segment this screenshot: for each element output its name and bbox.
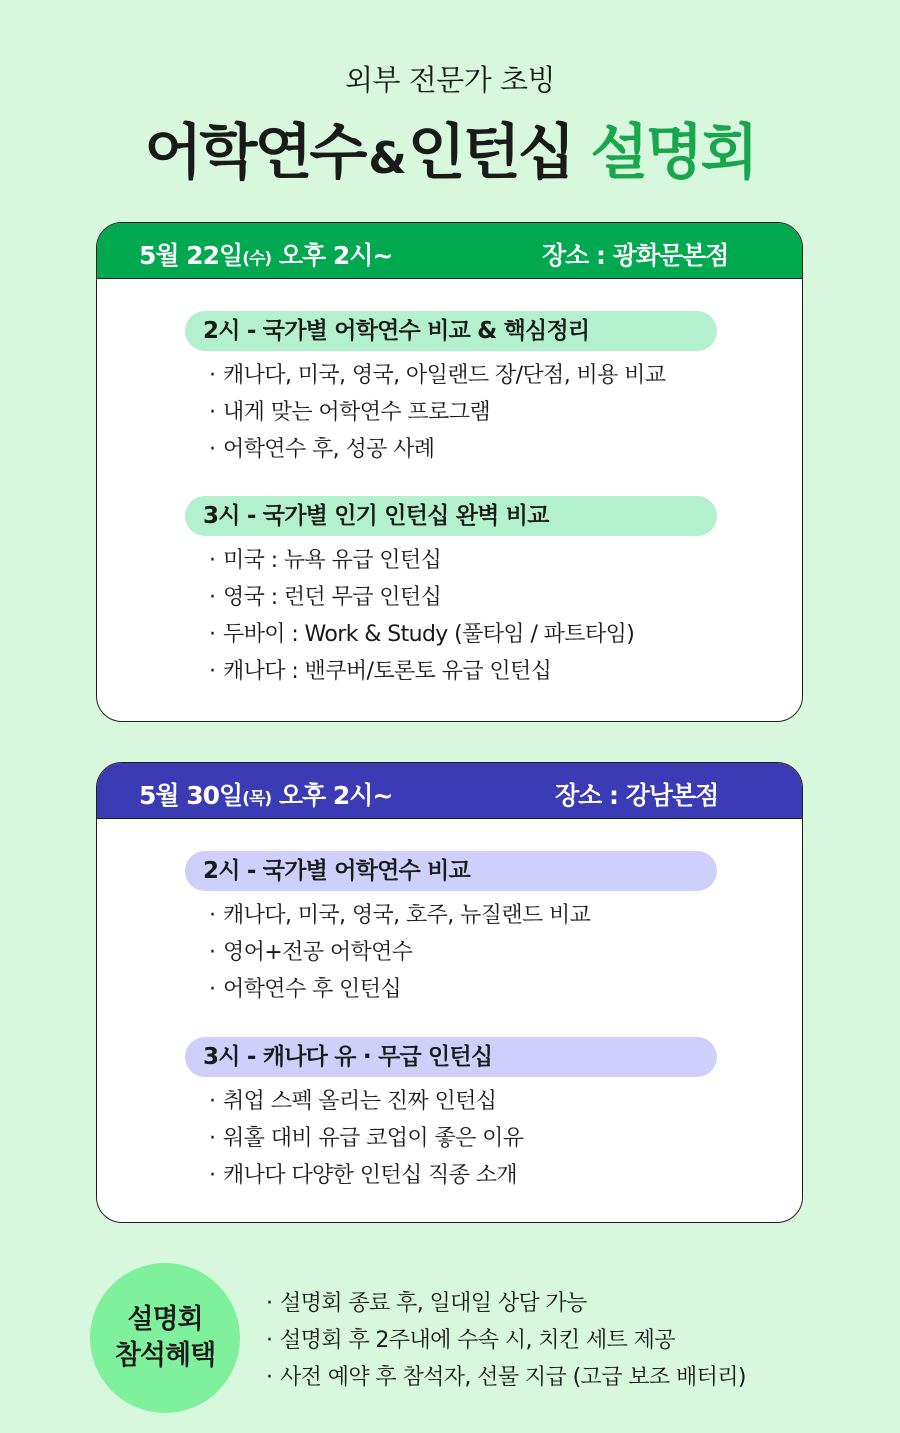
session-list xyxy=(209,542,717,690)
event-time: 오후 2시~ xyxy=(278,781,393,810)
benefit-badge xyxy=(90,1263,240,1413)
session-title: 2시 - 국가별 어학연수 비교 & 핵심정리 xyxy=(185,311,717,351)
event-day: (수) xyxy=(242,249,272,269)
list-item: · 두바이 : Work & Study (풀타임 / 파트타임) xyxy=(209,616,717,653)
page-subtitle: 외부 전문가 초빙 xyxy=(344,63,556,97)
session-title: 3시 - 국가별 인기 인턴십 완벽 비교 xyxy=(185,496,717,536)
event-place: 장소 : 광화문본점 xyxy=(542,241,729,270)
event-day: (목) xyxy=(242,789,272,809)
session-block xyxy=(185,851,717,1008)
list-item: · 영어+전공 어학연수 xyxy=(209,934,717,971)
list-item: · 어학연수 후, 성공 사례 xyxy=(209,431,717,468)
event-card-2 xyxy=(96,762,803,1223)
title-accent: 설명회 xyxy=(590,118,756,188)
list-item: · 미국 : 뉴욕 유급 인턴십 xyxy=(209,542,717,579)
event-place: 장소 : 강남본점 xyxy=(555,781,719,810)
event-date-text: 5월 30일 xyxy=(139,781,243,810)
benefit-list xyxy=(266,1285,746,1396)
benefit-badge-line1: 설명회 xyxy=(127,1304,203,1335)
event-card-1 xyxy=(96,222,803,722)
session-title: 3시 - 캐나다 유 · 무급 인턴십 xyxy=(185,1037,717,1077)
event-date-text: 5월 22일 xyxy=(139,241,243,270)
event-date xyxy=(139,776,392,812)
session-title: 2시 - 국가별 어학연수 비교 xyxy=(185,851,717,891)
session-list xyxy=(209,1083,717,1194)
list-item: · 설명회 후 2주내에 수속 시, 치킨 세트 제공 xyxy=(266,1322,746,1359)
list-item: · 설명회 종료 후, 일대일 상담 가능 xyxy=(266,1285,746,1322)
session-block xyxy=(185,311,717,468)
title-mid: 인턴십 xyxy=(407,118,573,188)
list-item: · 워홀 대비 유급 코업이 좋은 이유 xyxy=(209,1120,717,1157)
page-header xyxy=(0,58,900,195)
list-item: · 취업 스펙 올리는 진짜 인턴십 xyxy=(209,1083,717,1120)
list-item: · 사전 예약 후 참석자, 선물 지급 (고급 보조 배터리) xyxy=(266,1359,746,1396)
session-block xyxy=(185,1037,717,1194)
event-card-1-header xyxy=(97,223,802,279)
list-item: · 내게 맞는 어학연수 프로그램 xyxy=(209,394,717,431)
session-list xyxy=(209,897,717,1008)
list-item: · 캐나다 다양한 인턴십 직종 소개 xyxy=(209,1157,717,1194)
event-card-2-header xyxy=(97,763,802,819)
event-time: 오후 2시~ xyxy=(278,241,393,270)
list-item: · 어학연수 후 인턴십 xyxy=(209,971,717,1008)
session-block xyxy=(185,496,717,690)
list-item: · 캐나다, 미국, 영국, 호주, 뉴질랜드 비교 xyxy=(209,897,717,934)
list-item: · 캐나다, 미국, 영국, 아일랜드 장/단점, 비용 비교 xyxy=(209,357,717,394)
session-list xyxy=(209,357,717,468)
list-item: · 영국 : 런던 무급 인턴십 xyxy=(209,579,717,616)
title-main: 어학연수 xyxy=(144,118,365,188)
list-item: · 캐나다 : 밴쿠버/토론토 유급 인턴십 xyxy=(209,653,717,690)
benefit-badge-line2: 참석혜택 xyxy=(114,1340,216,1371)
title-ampersand: & xyxy=(368,133,404,184)
page-title xyxy=(0,117,900,195)
event-date xyxy=(139,236,392,272)
